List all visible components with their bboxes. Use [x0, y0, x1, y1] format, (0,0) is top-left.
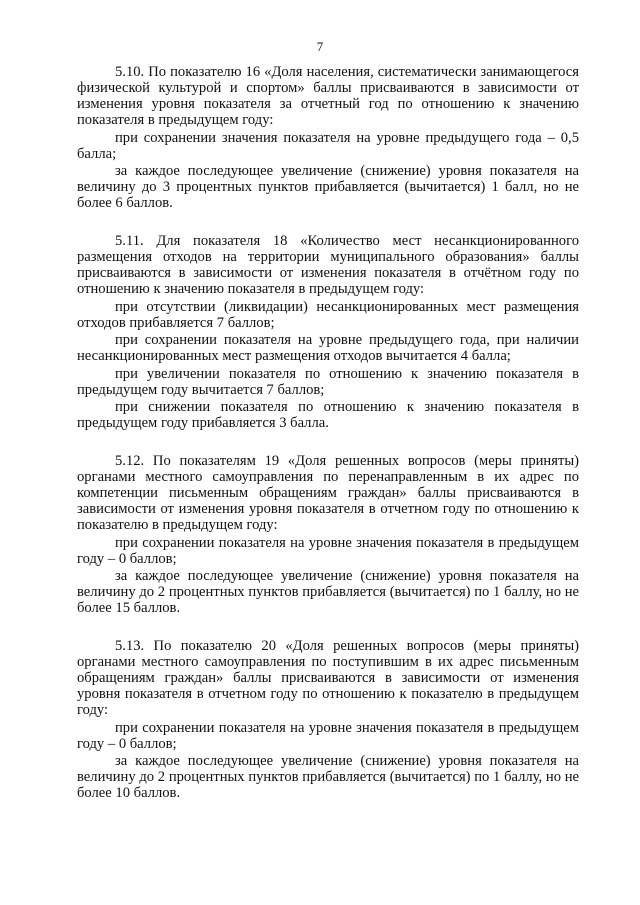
paragraph: 5.12. По показателям 19 «Доля решенных вопросов (меры приняты) органами местного самоуправления по перенаправленным в их адрес по компетенции письменным обращениям граждан» баллы присваиваются в зависимости от изменения уровня показателя в отчетном году по отношению к показателю в предыдущем году: — [77, 453, 579, 533]
paragraph: 5.11. Для показателя 18 «Количество мест несанкционированного размещения отходов на территории муниципального образования» баллы присваиваются в зависимости от изменения показателя в отчётном году по отношению к значению показателя в предыдущем году: — [77, 233, 579, 297]
paragraph: за каждое последующее увеличение (снижение) уровня показателя на величину до 2 процентных пунктов прибавляется (вычитается) по 1 баллу, но не более 10 баллов. — [77, 753, 579, 801]
section-5-12 — [77, 453, 579, 616]
paragraph: 5.10. По показателю 16 «Доля населения, систематически занимающегося физической культурой и спортом» баллы присваиваются в зависимости от изменения уровня показателя за отчетный год по отношению к значению показателя в предыдущем году: — [77, 64, 579, 128]
section-5-13 — [77, 638, 579, 801]
paragraph: при увеличении показателя по отношению к значению показателя в предыдущем году вычитается 7 баллов; — [77, 365, 579, 398]
paragraph: при сохранении показателя на уровне предыдущего года, при наличии несанкционированных мест размещения отходов вычитается 4 балла; — [77, 332, 579, 364]
section-5-10 — [77, 64, 579, 211]
paragraph: при сохранении показателя на уровне значения показателя в предыдущем году – 0 баллов; — [77, 534, 579, 567]
paragraph: при сохранении показателя на уровне значения показателя в предыдущем году – 0 баллов; — [77, 719, 579, 752]
paragraph: при отсутствии (ликвидации) несанкционированных мест размещения отходов прибавляется 7 баллов; — [77, 298, 579, 331]
section-5-11 — [77, 233, 579, 431]
paragraph: при снижении показателя по отношению к значению показателя в предыдущем году прибавляется 3 балла. — [77, 399, 579, 431]
page-number: 7 — [316, 39, 324, 54]
paragraph: 5.13. По показателю 20 «Доля решенных вопросов (меры приняты) органами местного самоуправления по поступившим в их адрес письменным обращениям граждан» баллы присваиваются в зависимости от изменения уровня показателя в отчетном году по отношению к показателю в предыдущем году: — [77, 638, 579, 718]
paragraph: за каждое последующее увеличение (снижение) уровня показателя на величину до 3 процентных пунктов прибавляется (вычитается) 1 балл, но не более 6 баллов. — [77, 163, 579, 211]
paragraph: за каждое последующее увеличение (снижение) уровня показателя на величину до 2 процентных пунктов прибавляется (вычитается) по 1 баллу, но не более 15 баллов. — [77, 568, 579, 616]
paragraph: при сохранении значения показателя на уровне предыдущего года – 0,5 балла; — [77, 129, 579, 162]
document-body — [77, 64, 579, 803]
